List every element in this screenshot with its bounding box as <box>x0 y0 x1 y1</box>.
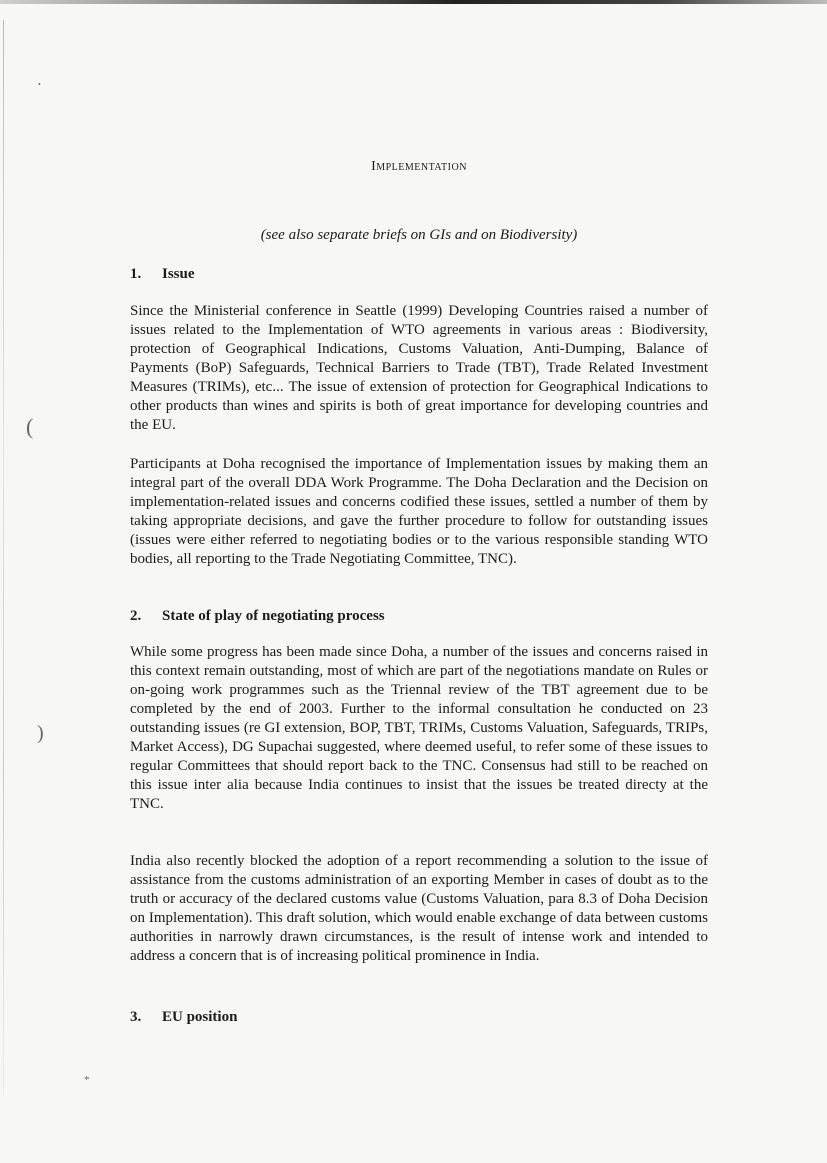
scan-edge-top <box>0 0 827 4</box>
section-title: Issue <box>162 266 195 282</box>
scan-artifact-bracket: ( <box>26 414 34 439</box>
section-heading-eu-position <box>130 1009 237 1026</box>
section-number: 3. <box>130 1009 142 1025</box>
document-subtitle: (see also separate briefs on GIs and on Biodiversity) <box>260 227 578 243</box>
paragraph: Since the Ministerial conference in Seattle (1999) Developing Countries raised a number of issues related to the Implementation of WTO agreements in various areas : Biodiversity, protection of Geographical Indications, Customs Valuation, Anti-Dumping, Balance of Payments (BoP) Safeguards, Technical Barriers to Trade (TBT), Trade Related Investment Measures (TRIMs), etc... The issue of extension of protection for Geographical Indications to other products than wines and spirits is both of great importance for developing countries and the EU. <box>130 303 708 433</box>
section-number: 2. <box>130 608 142 624</box>
paragraph: While some progress has been made since Doha, a number of the issues and concerns raised in this context remain outstanding, most of which are part of the negotiations mandate on Rules or on-going work programmes such as the Triennal review of the TBT agreement due to be completed by the end of 2003. Further to the informal consultation he conducted on 23 outstanding issues (re GI extension, BOP, TBT, TRIMs, Customs Valuation, Safeguards, TRIPs, Market Access), DG Supachai suggested, where deemed useful, to refer some of these issues to regular Committees that should report back to the TNC. Consensus had still to be reached on this issue inter alia because India continues to insist that the issues be treated directy at the TNC. <box>130 644 708 812</box>
section-number: 1. <box>130 266 142 282</box>
paragraph: Participants at Doha recognised the importance of Implementation issues by making them an integral part of the overall DDA Work Programme. The Doha Declaration and the Decision on implementation-related issues and concerns codified these issues, settled a number of them by taking appropriate decisions, and gave the further procedure to follow for outstanding issues (issues were either referred to negotiating bodies or to the various responsible standing WTO bodies, all reporting to the Trade Negotiating Committee, TNC). <box>130 456 708 567</box>
section-title: EU position <box>162 1009 238 1025</box>
scan-edge-left <box>3 20 4 1100</box>
document-title: Implementation <box>371 159 467 174</box>
section-title: State of play of negotiating process <box>162 608 385 624</box>
paragraph: India also recently blocked the adoption of a report recommending a solution to the issue of assistance from the customs administration of an exporting Member in cases of doubt as to the truth or accuracy of the declared customs value (Customs Valuation, para 8.3 of Doha Decision on Implementation). This draft solution, which would enable exchange of data between customs authorities in narrowly drawn circumstances, is the result of intense work and intended to address a concern that is of increasing political prominence in India. <box>130 853 708 964</box>
section-heading-state-of-play <box>130 608 385 625</box>
scan-artifact-speck: • <box>38 80 41 89</box>
scan-artifact-dot: * <box>84 1074 90 1086</box>
section-heading-issue <box>130 266 195 283</box>
scan-artifact-paren: ) <box>37 722 44 744</box>
